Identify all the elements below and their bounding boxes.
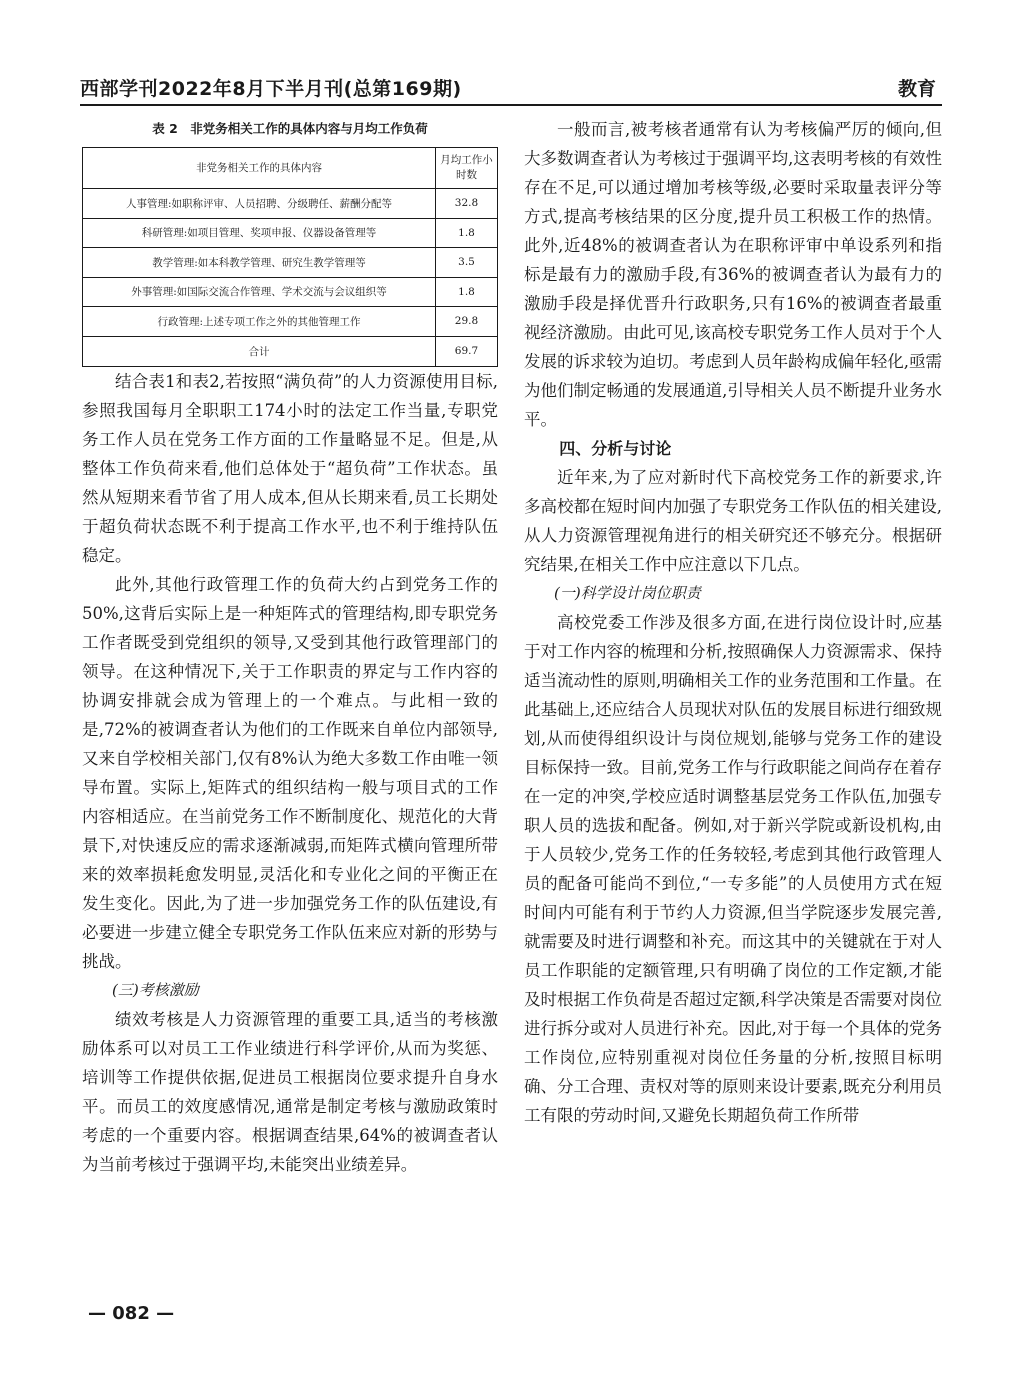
table-header-content: 非党务相关工作的具体内容 (83, 148, 436, 189)
paragraph: 一般而言,被考核者通常有认为考核偏严厉的倾向,但大多数调查者认为考核过于强调平均,这表明考核的有效性存在不足,可以通过增加考核等级,必要时采取量表评分等方式,提高考核结果的区分度,提升员工积极工作的热情。此外,近48%的被调查者认为在职称评审中单设系列和指标是最有力的激励手段,有36%的被调查者认为最有力的激励手段是择优晋升行政职务,只有16%的被调查者最重视经济激励。由此可见,该高校专职党务工作人员对于个人发展的诉求较为迫切。考虑到人员年龄构成偏年轻化,亟需为他们制定畅通的发展通道,引导相关人员不断提升业务水平。 (524, 120, 942, 429)
subsection-heading: (一)科学设计岗位职责 (554, 584, 701, 602)
table-cell-hours: 29.8 (436, 307, 498, 337)
right-column (524, 115, 942, 1130)
table-cell-item: 教学管理:如本科教学管理、研究生教学管理等 (83, 248, 436, 278)
paragraph: 近年来,为了应对新时代下高校党务工作的新要求,许多高校都在短时间内加强了专职党务工作队伍的相关建设,从人力资源管理视角进行的相关研究还不够充分。根据研究结果,在相关工作中应注意以下几点。 (524, 468, 942, 574)
table-cell-item: 人事管理:如职称评审、人员招聘、分级聘任、薪酬分配等 (83, 189, 436, 219)
subsection-heading: (三)考核激励 (112, 980, 199, 999)
table-row (83, 189, 498, 219)
table-total-value: 69.7 (436, 336, 498, 366)
paragraph: 绩效考核是人力资源管理的重要工具,适当的考核激励体系可以对员工工作业绩进行科学评价,从而为奖惩、培训等工作提供依据,促进员工根据岗位要求提升自身水平。而员工的效度感情况,通常是制定考核与激励政策时考虑的一个重要内容。根据调查结果,64%的被调查者认为当前考核过于强调平均,未能突出业绩差异。 (82, 1009, 498, 1174)
table-row (83, 307, 498, 337)
left-column (82, 115, 498, 1179)
table-total-label: 合计 (83, 336, 436, 366)
workload-table (82, 147, 498, 367)
table-cell-hours: 32.8 (436, 189, 498, 219)
table-cell-item: 行政管理:上述专项工作之外的其他管理工作 (83, 307, 436, 337)
table-cell-item: 科研管理:如项目管理、奖项申报、仪器设备管理等 (83, 218, 436, 248)
page-number: — 082 — (88, 1303, 175, 1324)
table-caption: 表 2 非党务相关工作的具体内容与月均工作负荷 (152, 121, 428, 136)
section-label: 教育 (897, 78, 936, 100)
section-heading: 四、分析与讨论 (559, 439, 672, 458)
journal-title: 西部学刊2022年8月下半月刊(总第169期) (80, 78, 462, 100)
table-cell-hours: 1.8 (436, 218, 498, 248)
table-row (83, 248, 498, 278)
left-body-text (82, 367, 498, 1179)
table-total-row (83, 336, 498, 366)
paragraph: 结合表1和表2,若按照“满负荷”的人力资源使用目标,参照我国每月全职职工174小时的法定工作当量,专职党务工作人员在党务工作方面的工作量略显不足。但是,从整体工作负荷来看,他们总体处于“超负荷”工作状态。虽然从短期来看节省了用人成本,但从长期来看,员工长期处于超负荷状态既不利于提高工作水平,也不利于维持队伍稳定。 (82, 371, 498, 565)
paragraph: 高校党委工作涉及很多方面,在进行岗位设计时,应基于对工作内容的梳理和分析,按照确保人力资源需求、保持适当流动性的原则,明确相关工作的业务范围和工作量。在此基础上,还应结合人员现状对队伍的发展目标进行细致规划,从而使得组织设计与岗位规划,能够与党务工作的建设目标保持一致。目前,党务工作与行政职能之间尚存在着存在一定的冲突,学校应适时调整基层党务工作队伍,加强专职人员的选拔和配备。例如,对于新兴学院或新设机构,由于人员较少,党务工作的任务较轻,考虑到其他行政管理人员的配备可能尚不到位,“一专多能”的人员使用方式在短时间内可能有利于节约人力资源,但当学院逐步发展完善,就需要及时进行调整和补充。而这其中的关键就在于对人员工作职能的定额管理,只有明确了岗位的工作定额,才能及时根据工作负荷是否超过定额,科学决策是否需要对岗位进行拆分或对人员进行补充。因此,对于每一个具体的党务工作岗位,应特别重视对岗位任务量的分析,按照目标明确、分工合理、责权对等的原则来设计要素,既充分利用员工有限的劳动时间,又避免长期超负荷工作所带 (524, 613, 942, 1125)
table-cell-item: 外事管理:如国际交流合作管理、学术交流与会议组织等 (83, 277, 436, 307)
right-body-text (524, 115, 942, 1130)
table-row (83, 277, 498, 307)
header-rule (80, 104, 942, 106)
paragraph: 此外,其他行政管理工作的负荷大约占到党务工作的50%,这背后实际上是一种矩阵式的管理结构,即专职党务工作者既受到党组织的领导,又受到其他行政管理部门的领导。在这种情况下,关于工作职责的界定与工作内容的协调安排就会成为管理上的一个难点。与此相一致的是,72%的被调查者认为他们的工作既来自单位内部领导,又来自学校相关部门,仅有8%认为绝大多数工作由唯一领导布置。实际上,矩阵式的组织结构一般与项目式的工作内容相适应。在当前党务工作不断制度化、规范化的大背景下,对快速反应的需求逐渐减弱,而矩阵式横向管理所带来的效率损耗愈发明显,灵活化和专业化之间的平衡正在发生变化。因此,为了进一步加强党务工作的队伍建设,有必要进一步建立健全专职党务工作队伍来应对新的形势与挑战。 (82, 574, 498, 971)
page-header (80, 70, 942, 102)
table-header-hours: 月均工作小时数 (436, 148, 498, 189)
table-header-row (83, 148, 498, 189)
table-cell-hours: 1.8 (436, 277, 498, 307)
table-row (83, 218, 498, 248)
table-cell-hours: 3.5 (436, 248, 498, 278)
